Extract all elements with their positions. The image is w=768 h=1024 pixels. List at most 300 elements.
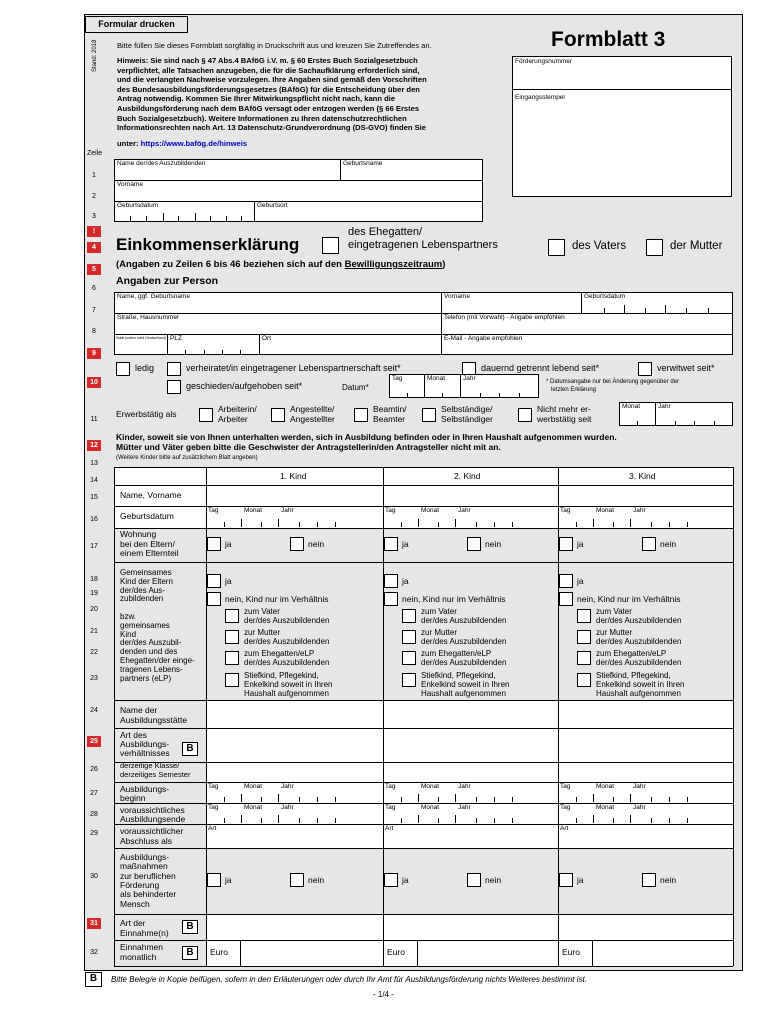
date-tick xyxy=(669,797,670,802)
datum-tag-label: Tag xyxy=(392,375,403,382)
verwitwet-checkbox[interactable] xyxy=(638,362,652,376)
kind-field-cell[interactable] xyxy=(558,824,733,848)
date-tick xyxy=(669,522,670,527)
date-jahr-label: Jahr xyxy=(633,507,646,514)
gemeinsames-kind-label: partners (eLP) xyxy=(120,673,172,683)
euro-divider xyxy=(417,940,418,966)
kind-field-cell[interactable] xyxy=(558,728,733,762)
date-monat-label: Monat xyxy=(244,783,263,790)
verheiratet-checkbox[interactable] xyxy=(167,362,181,376)
verhaeltnis-stief-checkbox-1[interactable] xyxy=(225,673,239,687)
date-tag-label: Tag xyxy=(560,507,571,514)
date-tick xyxy=(335,522,336,527)
wohnung-ja-label: ja xyxy=(402,539,409,549)
table-bottom-border xyxy=(114,966,733,967)
euro-label: Euro xyxy=(210,947,228,957)
page-number: - 1/4 - xyxy=(373,990,394,999)
ledig-checkbox[interactable] xyxy=(116,362,130,376)
date-tick xyxy=(401,522,402,527)
gemeinsam-nein-label: nein, Kind nur im Verhältnis xyxy=(577,594,681,604)
wohnung-ja-label: ja xyxy=(225,539,232,549)
gemeinsames-kind-label: zubildenden xyxy=(120,594,164,604)
hinweis-link-line xyxy=(117,140,247,148)
ausbildungsstaette-label: Ausbildungsstätte xyxy=(120,714,188,725)
gemeinsam-ja-checkbox-1[interactable] xyxy=(207,574,221,588)
date-jahr-label: Jahr xyxy=(281,783,294,790)
date-tick xyxy=(512,522,513,527)
line-number: 2 xyxy=(92,193,96,200)
verhaeltnis-mutter-checkbox-1[interactable] xyxy=(225,630,239,644)
form-title: Formblatt 3 xyxy=(551,28,666,51)
verhaeltnis-vater-checkbox-1[interactable] xyxy=(225,609,239,623)
kind-field-cell[interactable] xyxy=(206,824,383,848)
einnahmen-monatlich-label: Einnahmen xyxy=(120,942,164,952)
kinder-heading-1: Kinder, soweit sie von Ihnen unterhalten werden, sich in Ausbildung befinden oder in Ihren Haushalt aufgenommen wurden. xyxy=(116,432,617,442)
date-tick xyxy=(261,818,262,823)
massnahmen-ja-checkbox-1[interactable] xyxy=(207,873,221,887)
date-tick xyxy=(494,797,495,802)
massnahmen-ja-checkbox-2[interactable] xyxy=(384,873,398,887)
person-vorname-field[interactable] xyxy=(443,302,579,312)
gemeinsam-ja-label: ja xyxy=(402,576,409,586)
date-tag-label: Tag xyxy=(385,507,396,514)
wohnung-nein-checkbox-1[interactable] xyxy=(290,537,304,551)
massnahmen-ja-label: ja xyxy=(225,875,232,885)
line-number: 22 xyxy=(90,649,98,656)
gemeinsames-kind-label: der/des Aus- xyxy=(120,585,165,595)
line-number: 5 xyxy=(87,264,101,275)
verhaeltnis-stief-label: Haushalt aufgenommen xyxy=(244,689,329,698)
wohnung-nein-checkbox-3[interactable] xyxy=(642,537,656,551)
wohnung-ja-checkbox-2[interactable] xyxy=(384,537,398,551)
gemeinsam-nein-label: nein, Kind nur im Verhältnis xyxy=(225,594,329,604)
kind-field-cell[interactable] xyxy=(558,914,733,940)
euro-label: Euro xyxy=(562,947,580,957)
table-right-border xyxy=(733,467,734,966)
massnahmen-nein-checkbox-3[interactable] xyxy=(642,873,656,887)
date-jahr-label: Jahr xyxy=(458,507,471,514)
gemeinsam-nein-checkbox-1[interactable] xyxy=(207,592,221,606)
hinweis-line: Buch Sozialgesetzbuch). Weitere Informationen zu Ihren datenschutzrechtlichen xyxy=(117,113,407,123)
student-vorname-field[interactable] xyxy=(116,189,481,200)
student-vorname-label: Vorname xyxy=(117,181,144,188)
gemeinsames-kind-label: gemeinsames xyxy=(120,620,170,630)
person-vorname-label: Vorname xyxy=(444,293,471,300)
date-separator xyxy=(455,519,456,527)
wohnung-nein-label: nein xyxy=(485,539,502,549)
verhaeltnis-vater-label: der/des Auszubildenden xyxy=(244,616,330,625)
line-number: 1 xyxy=(92,172,96,179)
gemeinsam-ja-label: ja xyxy=(577,576,584,586)
date-tick xyxy=(224,818,225,823)
student-geburtsname-field[interactable] xyxy=(342,168,481,179)
line-number: 3 xyxy=(92,213,96,220)
massnahmen-label: Förderung xyxy=(120,879,160,890)
date-tick xyxy=(651,818,652,823)
date-jahr-label: Jahr xyxy=(633,783,646,790)
beamter-checkbox[interactable] xyxy=(354,408,368,422)
person-strasse-field[interactable] xyxy=(116,323,439,333)
kind-field-cell[interactable] xyxy=(383,914,558,940)
kind-field-cell[interactable] xyxy=(206,782,383,803)
verhaeltnis-stief-checkbox-2[interactable] xyxy=(402,673,416,687)
date-jahr-label: Jahr xyxy=(281,507,294,514)
date-jahr-label: Jahr xyxy=(458,804,471,811)
ausbildungsbeginn-label: beginn xyxy=(120,793,146,803)
abschluss-art-label: Art xyxy=(385,825,394,832)
date-tick xyxy=(438,818,439,823)
kind-field-cell[interactable] xyxy=(206,485,383,506)
footer-beleg-icon: B xyxy=(85,972,102,987)
kind-field-cell[interactable] xyxy=(206,506,383,528)
verhaeltnis-stief-label: Enkelkind soweit in Ihren xyxy=(421,680,510,689)
kind-field-cell[interactable] xyxy=(206,940,383,966)
geschieden-label: geschieden/aufgehoben seit* xyxy=(186,381,303,391)
geburtsdatum-label: Geburtsdatum xyxy=(120,511,174,521)
date-tick xyxy=(651,797,652,802)
table-left-border xyxy=(114,467,115,966)
date-tick xyxy=(335,818,336,823)
abschluss-art-label: Art xyxy=(560,825,569,832)
verhaeltnis-stief-label: Enkelkind soweit in Ihren xyxy=(596,680,685,689)
mutter-checkbox[interactable] xyxy=(646,239,663,256)
kind-field-cell[interactable] xyxy=(383,762,558,782)
date-tick xyxy=(401,797,402,802)
line-number: 27 xyxy=(90,790,98,797)
hinweis-line: Ausbildungsförderung nach dem BAföG versagt oder entzogen werden (§ 66 Erstes xyxy=(117,103,420,113)
verhaeltnis-vater-checkbox-3[interactable] xyxy=(577,609,591,623)
student-geburtsname-label: Geburtsname xyxy=(343,160,383,167)
line-number: 30 xyxy=(90,873,98,880)
zeilen-note xyxy=(116,260,445,270)
line-number: 13 xyxy=(90,460,98,467)
art-ausbildung-label: Art des xyxy=(120,730,147,740)
date-tick xyxy=(687,818,688,823)
massnahmen-nein-checkbox-2[interactable] xyxy=(467,873,481,887)
massnahmen-label: Mensch xyxy=(120,898,150,909)
massnahmen-ja-checkbox-3[interactable] xyxy=(559,873,573,887)
gemeinsames-kind-label: Kind der Eltern xyxy=(120,576,173,586)
person-plz-field[interactable] xyxy=(169,344,257,354)
student-name-field[interactable] xyxy=(116,168,338,179)
line-number: 21 xyxy=(90,628,98,635)
date-tick xyxy=(438,797,439,802)
verhaeltnis-vater-checkbox-2[interactable] xyxy=(402,609,416,623)
date-tag-label: Tag xyxy=(385,804,396,811)
verhaeltnis-vater-label: zum Vater xyxy=(421,607,457,616)
kind-field-cell[interactable] xyxy=(383,700,558,728)
line-number: 19 xyxy=(90,590,98,597)
footer-note: Bitte Beleg/e in Kopie beifügen, sofern in den Erläuterungen oder durch Ihr Amt für Ausbildungsförderung nichts Weiteres bestimmt ist. xyxy=(111,975,587,984)
date-tag-label: Tag xyxy=(208,783,219,790)
vater-checkbox[interactable] xyxy=(548,239,565,256)
selbstaendig-checkbox[interactable] xyxy=(422,408,436,422)
wohnung-nein-checkbox-2[interactable] xyxy=(467,537,481,551)
hinweis-line: des Bundesausbildungsförderungsgesetzes (BAföG) für die Entscheidung über den xyxy=(117,84,420,94)
line-number: 24 xyxy=(90,707,98,714)
person-heading: Angaben zur Person xyxy=(116,275,219,287)
person-strasse-label: Straße, Hausnummer xyxy=(117,314,180,321)
student-geburtsort-label: Geburtsort xyxy=(257,202,288,209)
person-telefon-field[interactable] xyxy=(443,323,731,333)
beleg-b-icon-einnahmen: B xyxy=(182,920,198,934)
nicht-erwerbstaetig-label-2: werbstätig seit xyxy=(537,414,592,424)
euro-divider xyxy=(592,940,593,966)
line-number: 31 xyxy=(87,918,101,929)
date-tick xyxy=(261,797,262,802)
date-separator xyxy=(593,519,594,527)
date-tick xyxy=(476,797,477,802)
arbeiter-checkbox[interactable] xyxy=(199,408,213,422)
kind-field-cell[interactable] xyxy=(383,940,558,966)
verhaeltnis-vater-label: zum Vater xyxy=(596,607,632,616)
kind-field-cell[interactable] xyxy=(206,762,383,782)
person-email-field[interactable] xyxy=(443,344,731,354)
verhaeltnis-ehegatte-label: zum Ehegatten/eLP xyxy=(244,649,315,658)
person-name-label: Name, ggf. Geburtsname xyxy=(117,293,190,300)
klasse-semester-label: derzeitige Klasse/ xyxy=(120,761,180,770)
person-staat-label: Staat (sofern nicht Deutschland) xyxy=(116,336,166,340)
date-separator xyxy=(630,815,631,823)
date-tick xyxy=(687,797,688,802)
arbeiter-label-2: Arbeiter xyxy=(218,414,248,424)
verhaeltnis-ehegatte-label: der/des Auszubildenden xyxy=(421,658,507,667)
kind-field-cell[interactable] xyxy=(206,803,383,824)
art-ausbildung-label: Ausbildungs- xyxy=(120,739,170,749)
verwitwet-label: verwitwet seit* xyxy=(657,363,715,373)
verhaeltnis-mutter-label: zur Mutter xyxy=(244,628,281,637)
date-tick xyxy=(299,797,300,802)
angestellter-label-2: Angestellter xyxy=(290,414,335,424)
kind-field-cell[interactable] xyxy=(206,728,383,762)
geschieden-checkbox[interactable] xyxy=(167,380,181,394)
line-number: 20 xyxy=(90,606,98,613)
verhaeltnis-mutter-label: der/des Auszubildenden xyxy=(244,637,330,646)
line-number: 7 xyxy=(92,307,96,314)
hinweis-link[interactable]: https://www.bafög.de/hinweis xyxy=(140,139,248,148)
angestellter-checkbox[interactable] xyxy=(271,408,285,422)
student-geburtsort-field[interactable] xyxy=(256,210,481,221)
massnahmen-nein-checkbox-1[interactable] xyxy=(290,873,304,887)
hinweis-line: und die verlangten Nachweise vorzulegen. Ihre Angaben sind gemäß den Vorschriften xyxy=(117,75,427,85)
kind-field-cell[interactable] xyxy=(558,485,733,506)
verhaeltnis-ehegatte-checkbox-1[interactable] xyxy=(225,651,239,665)
date-tick xyxy=(494,522,495,527)
verhaeltnis-stief-label: Stiefkind, Pflegekind, xyxy=(244,671,319,680)
gemeinsam-ja-checkbox-3[interactable] xyxy=(559,574,573,588)
date-monat-label: Monat xyxy=(596,507,615,514)
date-separator xyxy=(278,519,279,527)
verhaeltnis-stief-label: Enkelkind soweit in Ihren xyxy=(244,680,333,689)
gemeinsam-ja-checkbox-2[interactable] xyxy=(384,574,398,588)
ausbildungsende-label: voraussichtliches xyxy=(120,805,185,815)
line-number: 12 xyxy=(87,440,101,451)
person-ort-field[interactable] xyxy=(261,344,439,354)
verhaeltnis-vater-label: zum Vater xyxy=(244,607,280,616)
abschluss-label: Abschluss als xyxy=(120,836,172,846)
date-separator xyxy=(278,794,279,802)
wohnung-ja-checkbox-3[interactable] xyxy=(559,537,573,551)
mutter-label: der Mutter xyxy=(670,240,723,252)
verhaeltnis-ehegatte-checkbox-2[interactable] xyxy=(402,651,416,665)
arbeiter-label-1: Arbeiterin/ xyxy=(218,404,257,414)
gemeinsam-ja-label: ja xyxy=(225,576,232,586)
wohnung-ja-label: ja xyxy=(577,539,584,549)
verhaeltnis-ehegatte-label: zum Ehegatten/eLP xyxy=(421,649,492,658)
foerderungsnummer-field[interactable] xyxy=(514,70,730,87)
nicht-erwerbstaetig-checkbox[interactable] xyxy=(518,408,532,422)
kind-field-cell[interactable] xyxy=(383,824,558,848)
date-tick xyxy=(299,522,300,527)
kinder-heading-2: Mütter und Väter geben bitte die Geschwister der Antragstellerin/den Antragsteller nicht mit an. xyxy=(116,442,501,452)
student-geburtsdatum-field[interactable] xyxy=(116,210,252,221)
verhaeltnis-ehegatte-label: der/des Auszubildenden xyxy=(596,658,682,667)
date-tick xyxy=(512,818,513,823)
zeilen-note-prefix: (Angaben zu Zeilen 6 bis 46 beziehen sich auf den xyxy=(116,259,345,270)
einnahmen-art-label: Art der xyxy=(120,918,146,928)
date-tag-label: Tag xyxy=(208,507,219,514)
ehegatte-checkbox[interactable] xyxy=(322,237,339,254)
verhaeltnis-ehegatte-checkbox-3[interactable] xyxy=(577,651,591,665)
verhaeltnis-stief-label: Haushalt aufgenommen xyxy=(596,689,681,698)
wohnung-label: bei den Eltern/ xyxy=(120,538,175,549)
date-separator xyxy=(241,815,242,823)
kind-2-header: 2. Kind xyxy=(454,471,481,481)
verhaeltnis-mutter-label: der/des Auszubildenden xyxy=(596,637,682,646)
date-separator xyxy=(455,794,456,802)
date-tick xyxy=(512,797,513,802)
date-tick xyxy=(613,818,614,823)
person-geburtsdatum-label: Geburtsdatum xyxy=(584,293,626,300)
verhaeltnis-ehegatte-label: der/des Auszubildenden xyxy=(244,658,330,667)
kinder-heading-3: (Weitere Kinder bitte auf zusätzlichem Blatt angeben) xyxy=(116,455,258,461)
person-telefon-label: Telefon (mit Vorwahl) - Angabe empfohlen xyxy=(444,314,565,321)
date-tick xyxy=(317,818,318,823)
date-jahr-label: Jahr xyxy=(633,804,646,811)
date-tick xyxy=(299,818,300,823)
kind-field-cell[interactable] xyxy=(383,485,558,506)
date-separator xyxy=(418,519,419,527)
bewilligungszeitraum-link[interactable]: Bewilligungszeitraum xyxy=(344,259,443,270)
ledig-label: ledig xyxy=(135,363,155,373)
verhaeltnis-mutter-label: der/des Auszubildenden xyxy=(421,637,507,646)
einnahmen-monatlich-label: monatlich xyxy=(120,952,157,962)
nicht-erwerbstaetig-label-1: Nicht mehr er- xyxy=(537,404,591,414)
date-tick xyxy=(476,818,477,823)
gemeinsam-nein-checkbox-3[interactable] xyxy=(559,592,573,606)
date-tick xyxy=(335,797,336,802)
verheiratet-label: verheiratet/in eingetragener Lebenspartnerschaft seit* xyxy=(186,363,401,373)
verhaeltnis-mutter-checkbox-2[interactable] xyxy=(402,630,416,644)
stand-label: Stand: 2018 xyxy=(92,39,98,72)
kind-field-cell[interactable] xyxy=(206,700,383,728)
date-tick xyxy=(669,818,670,823)
date-tick xyxy=(613,522,614,527)
massnahmen-nein-label: nein xyxy=(660,875,677,885)
date-separator xyxy=(418,815,419,823)
ehegatte-label-1: des Ehegatten/ xyxy=(348,226,423,238)
massnahmen-label: als behinderter xyxy=(120,889,177,900)
kind-field-cell[interactable] xyxy=(383,728,558,762)
wohnung-ja-checkbox-1[interactable] xyxy=(207,537,221,551)
date-tick xyxy=(576,797,577,802)
datum-footnote-1: * Datumsangabe nur bei Änderung gegenüber der xyxy=(546,379,680,385)
line-number: 18 xyxy=(90,576,98,583)
date-monat-label: Monat xyxy=(244,507,263,514)
line-number: 8 xyxy=(92,328,96,335)
abschluss-label: voraussichtlicher xyxy=(120,826,184,836)
foerderungsnummer-label: Förderungsnummer xyxy=(515,58,573,65)
line-number: 32 xyxy=(90,949,98,956)
beamter-label-2: Beamter xyxy=(373,414,406,424)
gemeinsames-kind-label: Kind xyxy=(120,629,137,639)
person-name-field[interactable] xyxy=(116,302,439,312)
date-tick xyxy=(224,797,225,802)
gemeinsam-nein-checkbox-2[interactable] xyxy=(384,592,398,606)
verhaeltnis-stief-checkbox-3[interactable] xyxy=(577,673,591,687)
hinweis-unter: unter: xyxy=(117,139,139,148)
date-tag-label: Tag xyxy=(208,804,219,811)
gemeinsames-kind-label: Ehegatten/der einge- xyxy=(120,656,195,665)
verhaeltnis-vater-label: der/des Auszubildenden xyxy=(421,616,507,625)
line-number: 26 xyxy=(90,766,98,773)
kind-field-cell[interactable] xyxy=(558,940,733,966)
date-tick xyxy=(317,797,318,802)
beleg-b-icon-art: B xyxy=(182,742,198,756)
euro-divider xyxy=(240,940,241,966)
massnahmen-label: maßnahmen xyxy=(120,861,168,872)
line-number: 10 xyxy=(87,377,101,388)
line-number: 23 xyxy=(90,675,98,682)
zeile-label: Zeile xyxy=(87,150,103,157)
date-tick xyxy=(476,522,477,527)
line-number: 25 xyxy=(87,736,101,747)
datum-jahr-label: Jahr xyxy=(463,375,476,382)
wohnung-label: Wohnung xyxy=(120,529,157,539)
massnahmen-label: zur beruflichen xyxy=(120,870,176,881)
gemeinsames-kind-label: denden und des xyxy=(120,647,178,657)
date-separator xyxy=(630,519,631,527)
line-number: 17 xyxy=(90,543,98,550)
wohnung-label: einem Elternteil xyxy=(120,548,179,558)
verhaeltnis-mutter-label: zur Mutter xyxy=(596,628,633,637)
verhaeltnis-stief-label: Stiefkind, Pflegekind, xyxy=(421,671,496,680)
verhaeltnis-stief-label: Haushalt aufgenommen xyxy=(421,689,506,698)
date-separator xyxy=(418,794,419,802)
date-separator xyxy=(241,519,242,527)
kind-field-cell[interactable] xyxy=(206,914,383,940)
date-monat-label: Monat xyxy=(421,804,440,811)
gemeinsames-kind-label: bzw. xyxy=(120,612,137,621)
gemeinsames-kind-label: tragenen Lebens- xyxy=(120,664,183,674)
beamter-label-1: Beamtin/ xyxy=(373,404,407,414)
date-separator xyxy=(455,815,456,823)
kind-field-cell[interactable] xyxy=(558,700,733,728)
date-separator xyxy=(241,794,242,802)
person-email-label: E-Mail - Angabe empfohlen xyxy=(444,335,523,342)
line-number: 6 xyxy=(92,285,96,292)
kind-field-cell[interactable] xyxy=(558,762,733,782)
verhaeltnis-stief-label: Stiefkind, Pflegekind, xyxy=(596,671,671,680)
klasse-semester-label: derzeitiges Semester xyxy=(120,770,191,779)
verhaeltnis-mutter-checkbox-3[interactable] xyxy=(577,630,591,644)
print-form-button[interactable]: Formular drucken xyxy=(85,16,188,33)
einnahmen-art-label: Einnahme(n) xyxy=(120,928,169,938)
selbstaendig-label-1: Selbständige/ xyxy=(441,404,493,414)
datum-monat-label: Monat xyxy=(427,375,446,382)
date-tag-label: Tag xyxy=(560,804,571,811)
verhaeltnis-vater-label: der/des Auszubildenden xyxy=(596,616,682,625)
